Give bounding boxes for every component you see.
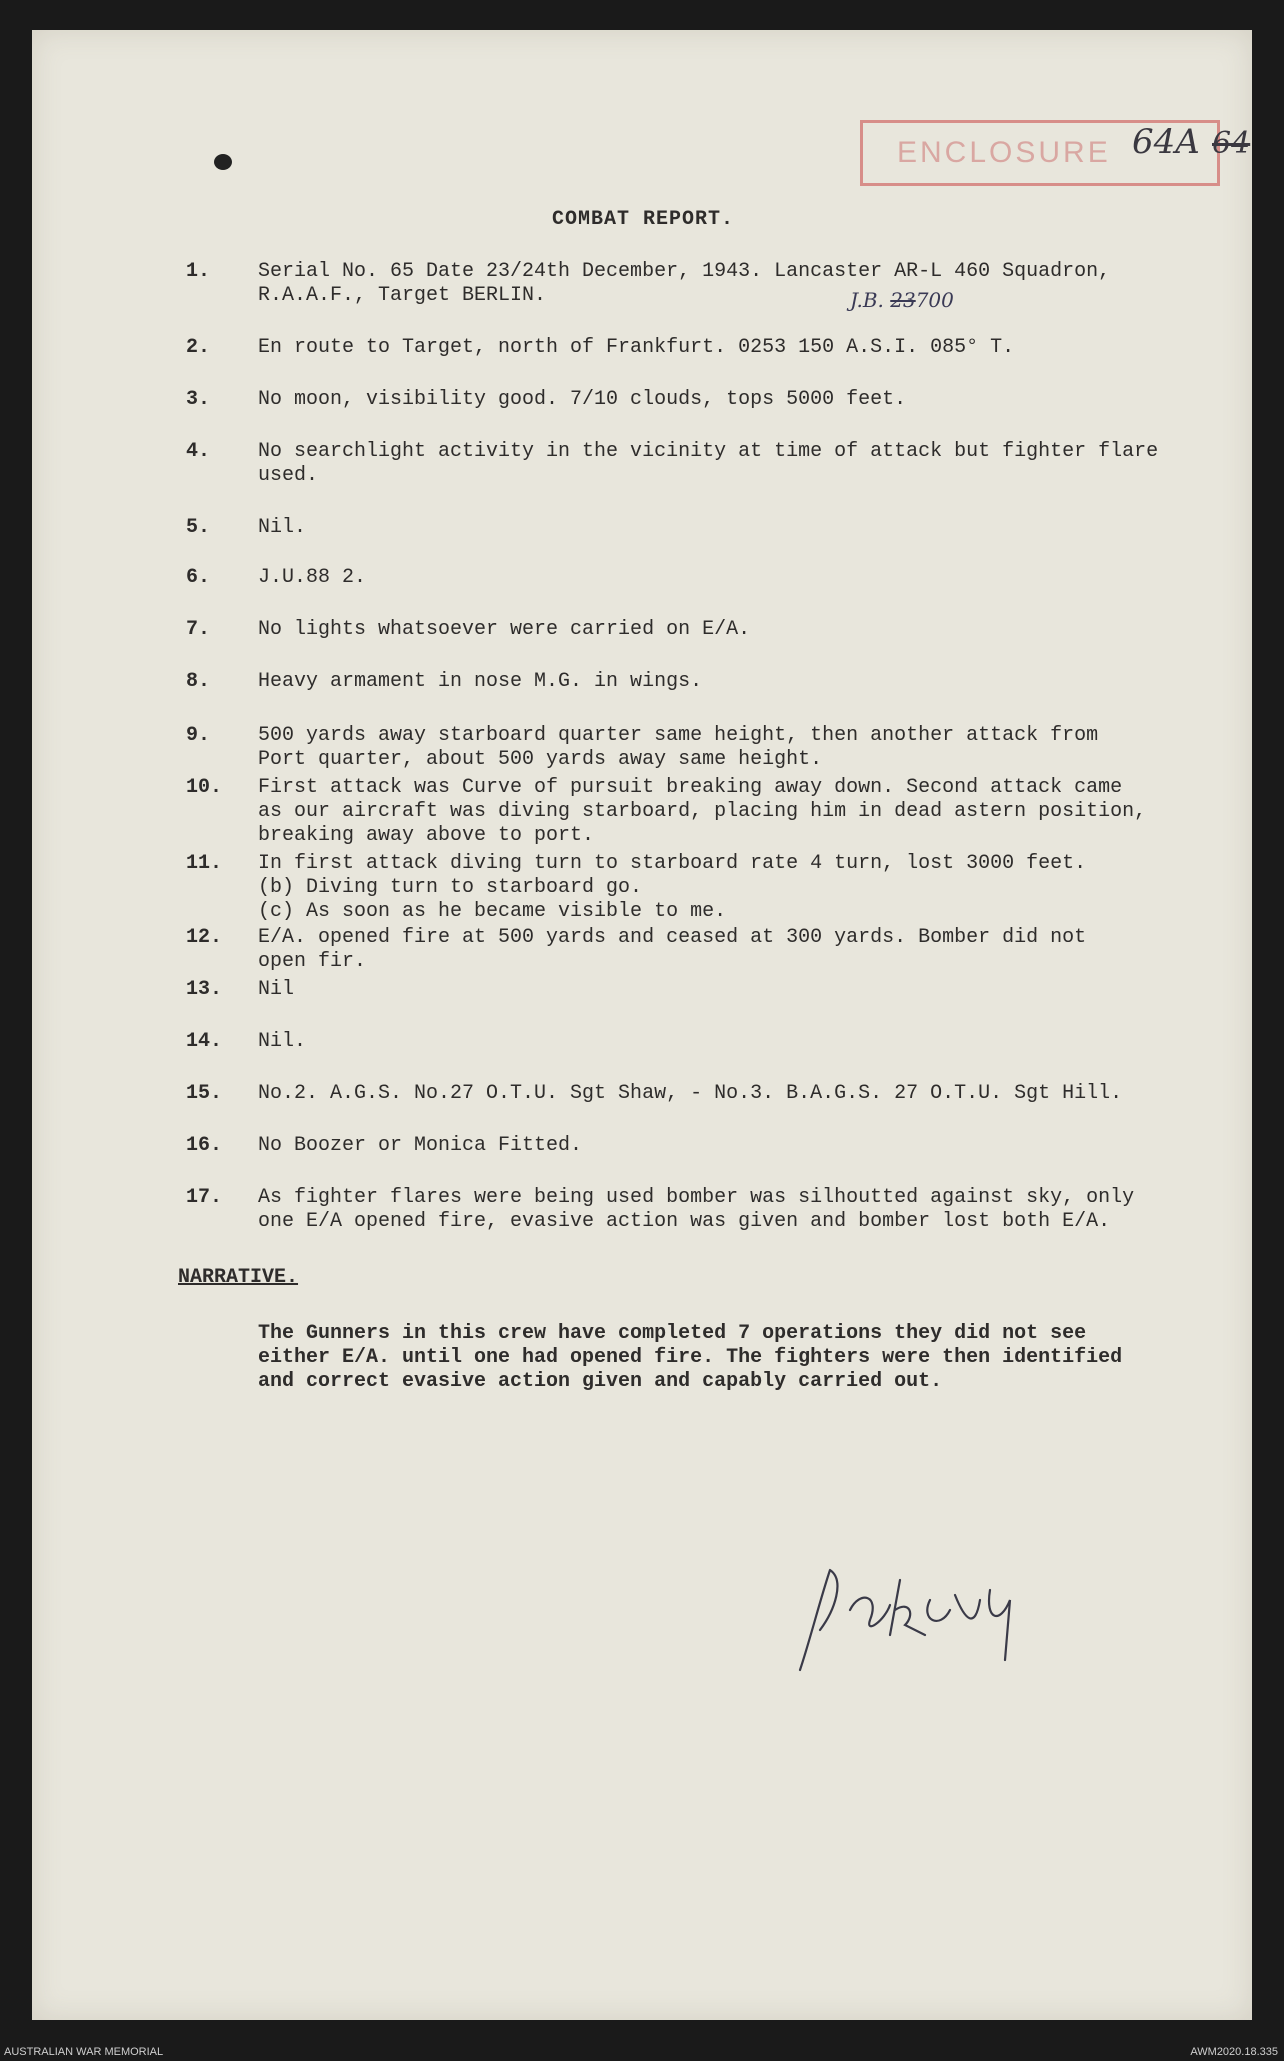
item-number: 8. [186, 670, 211, 693]
item-line: Serial No. 65 Date 23/24th December, 1943. Lancaster AR-L 460 Squadron, [258, 260, 1111, 283]
item-text [258, 440, 1218, 488]
annotation-value: 700 [915, 288, 954, 312]
report-title: COMBAT REPORT. [552, 208, 735, 231]
item-line: En route to Target, north of Frankfurt. 0253 150 A.S.I. 085° T. [258, 336, 1015, 359]
item-line: open fir. [258, 950, 367, 973]
item-line: Heavy armament in nose M.G. in wings. [258, 670, 703, 693]
narrative-line: The Gunners in this crew have completed 7 operations they did not see [258, 1322, 1087, 1345]
item-text [258, 1134, 1218, 1158]
enclosure-stamp: ENCLOSURE [860, 120, 1220, 186]
item-number: 11. [186, 852, 223, 875]
item-line: as our aircraft was diving starboard, placing him in dead astern position, [258, 800, 1147, 823]
item-text [258, 852, 1218, 924]
document-page [32, 30, 1252, 2020]
item-text [258, 516, 1218, 540]
annotation-struck: 23 [890, 288, 916, 312]
item-line: As fighter flares were being used bomber was silhoutted against sky, only [258, 1186, 1135, 1209]
narrative-heading: NARRATIVE. [178, 1266, 299, 1289]
item-line: No.2. A.G.S. No.27 O.T.U. Sgt Shaw, - No.3. B.A.G.S. 27 O.T.U. Sgt Hill. [258, 1082, 1123, 1105]
narrative-line: and correct evasive action given and capably carried out. [258, 1370, 943, 1393]
item-line: breaking away above to port. [258, 824, 595, 847]
item-number: 17. [186, 1186, 223, 1209]
item-number: 3. [186, 388, 211, 411]
narrative-line: either E/A. until one had opened fire. The fighters were then identified [258, 1346, 1123, 1369]
item-text [258, 336, 1218, 360]
item-line: (b) Diving turn to starboard go. [258, 876, 643, 899]
item-number: 7. [186, 618, 211, 641]
item-text [258, 1186, 1218, 1234]
item-number: 16. [186, 1134, 223, 1157]
item-line: First attack was Curve of pursuit breaking away down. Second attack came [258, 776, 1123, 799]
item-line: Nil [258, 978, 295, 1001]
item-text [258, 670, 1218, 694]
item-line: In first attack diving turn to starboard rate 4 turn, lost 3000 feet. [258, 852, 1087, 875]
reference-number-struck: 64 [1212, 126, 1251, 161]
item-text [258, 926, 1218, 974]
item-line: Port quarter, about 500 yards away same height. [258, 748, 823, 771]
item-line: No Boozer or Monica Fitted. [258, 1134, 583, 1157]
item-text [258, 618, 1218, 642]
item-line: (c) As soon as he became visible to me. [258, 900, 727, 923]
punch-hole [214, 154, 232, 170]
item-text [258, 566, 1218, 590]
item-line: No moon, visibility good. 7/10 clouds, tops 5000 feet. [258, 388, 907, 411]
item-text [258, 978, 1218, 1002]
item-text [258, 260, 1218, 308]
item-line: E/A. opened fire at 500 yards and ceased at 300 yards. Bomber did not [258, 926, 1087, 949]
reference-number: 64A [1132, 122, 1200, 162]
item-number: 15. [186, 1082, 223, 1105]
item-text [258, 776, 1218, 848]
item-number: 13. [186, 978, 223, 1001]
item-number: 2. [186, 336, 211, 359]
item-line: 500 yards away starboard quarter same height, then another attack from [258, 724, 1099, 747]
annotation-prefix: J.B. [850, 288, 884, 312]
footer-credit: AUSTRALIAN WAR MEMORIAL [4, 2046, 164, 2058]
item-line: No searchlight activity in the vicinity at time of attack but fighter flare [258, 440, 1159, 463]
item-number: 4. [186, 440, 211, 463]
item-number: 1. [186, 260, 211, 283]
item-number: 12. [186, 926, 223, 949]
item-number: 9. [186, 724, 211, 747]
signature [790, 1540, 1070, 1680]
item-number: 6. [186, 566, 211, 589]
item-line: one E/A opened fire, evasive action was given and bomber lost both E/A. [258, 1210, 1111, 1233]
item-text [258, 1082, 1218, 1106]
item-line: No lights whatsoever were carried on E/A. [258, 618, 751, 641]
item-line: Nil. [258, 1030, 307, 1053]
footer-accession: AWM2020.18.335 [1190, 2046, 1278, 2058]
item-number: 14. [186, 1030, 223, 1053]
item-line: R.A.A.F., Target BERLIN. [258, 284, 547, 307]
item-number: 5. [186, 516, 211, 539]
item-number: 10. [186, 776, 223, 799]
item-line: J.U.88 2. [258, 566, 367, 589]
narrative-body [258, 1322, 1218, 1394]
item-text [258, 724, 1218, 772]
item-line: Nil. [258, 516, 307, 539]
item-text [258, 388, 1218, 412]
item-line: used. [258, 464, 319, 487]
item-text [258, 1030, 1218, 1054]
